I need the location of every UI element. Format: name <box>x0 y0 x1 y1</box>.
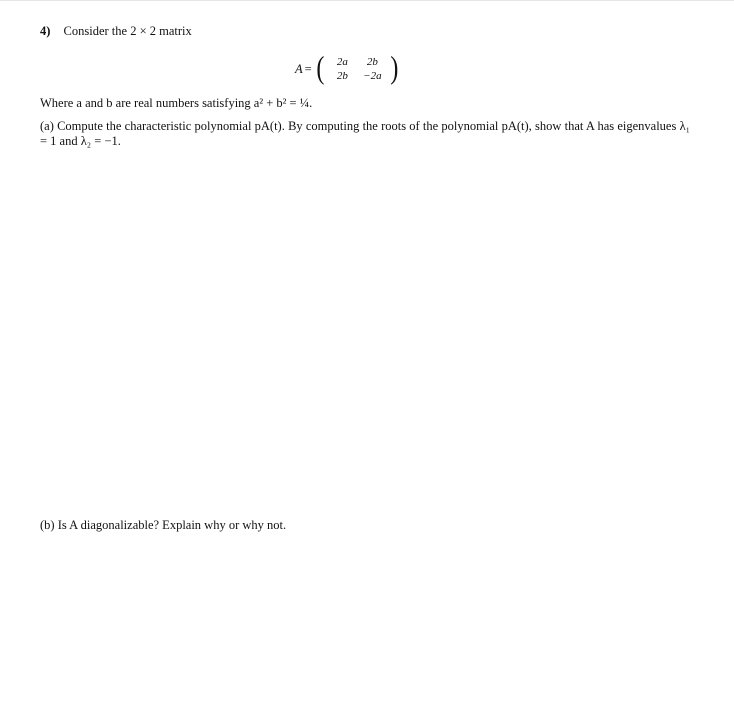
condition-text: Where a and b are real numbers satisfying a² + b² = ¼. <box>40 96 313 110</box>
matrix-cell-2-2: −2a <box>363 70 382 82</box>
matrix-equals-sign: = <box>304 61 312 76</box>
matrix-grid <box>327 55 387 83</box>
problem-intro: Consider the 2 × 2 matrix <box>63 24 192 38</box>
part-a-text: (a) Compute the characteristic polynomial pA(t). By computing the roots of the polynomial pA(t), show that A has eigenvalues λ₁ = 1 and λ₂ = −1. <box>40 119 690 148</box>
matrix-display <box>295 51 400 87</box>
part-b-text: (b) Is A diagonalizable? Explain why or why not. <box>40 518 287 532</box>
matrix-lhs: A <box>295 61 303 76</box>
problem-number: 4) <box>40 24 51 38</box>
matrix-cell-1-2: 2b <box>366 56 378 68</box>
matrix-cell-1-1: 2a <box>336 56 348 68</box>
problem-header <box>40 23 192 39</box>
matrix-cell-2-1: 2b <box>336 70 348 82</box>
left-paren: ( <box>316 49 325 85</box>
right-paren: ) <box>390 49 399 85</box>
